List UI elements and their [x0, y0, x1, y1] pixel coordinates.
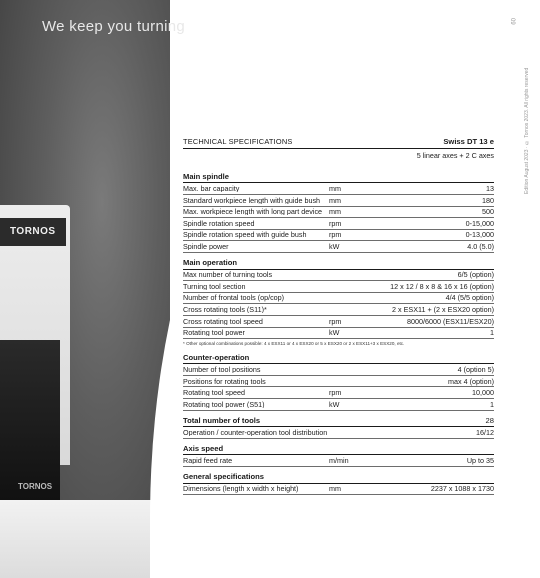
spec-row	[183, 316, 494, 328]
machine-brand-logo-small: TORNOS	[18, 482, 53, 491]
spec-row	[183, 387, 494, 399]
floor	[0, 500, 160, 578]
spec-row	[183, 241, 494, 253]
spec-value: 180	[482, 195, 494, 205]
spec-value: 12 x 12 / 8 x 8 & 16 x 16 (option)	[390, 281, 494, 291]
spec-unit: kW	[329, 399, 340, 409]
spec-row	[183, 195, 494, 207]
machine-brand-logo: TORNOS	[10, 226, 56, 237]
spec-label: Rotating tool power (S51)	[183, 400, 265, 408]
spec-label: Dimensions (length x width x height)	[183, 485, 299, 493]
spec-model: Swiss DT 13 e	[443, 137, 494, 146]
spec-label: Max. workpiece length with long part device	[183, 208, 323, 216]
spec-value: 4/4 (5/5 option)	[445, 293, 494, 303]
spec-value: 500	[482, 207, 494, 217]
spec-label: Spindle power	[183, 243, 229, 251]
spec-value: 1	[490, 399, 494, 409]
spec-title: TECHNICAL SPECIFICATIONS	[183, 137, 293, 147]
page-number: 09	[509, 18, 515, 25]
section-title: Main spindle	[183, 167, 494, 184]
spec-value: 13	[486, 184, 494, 194]
spec-unit: mm	[329, 484, 341, 494]
spec-label: Number of tool positions	[183, 365, 261, 374]
spec-label: Rotating tool power	[183, 329, 245, 337]
spec-row	[183, 230, 494, 242]
spec-label: Spindle rotation speed with guide bush	[183, 231, 307, 239]
spec-row	[183, 218, 494, 230]
machine-lower-body	[0, 340, 60, 500]
spec-row	[183, 364, 494, 376]
spec-row	[183, 399, 494, 411]
spec-sections	[183, 167, 494, 495]
section-title: Axis speed	[183, 439, 494, 456]
spec-label: Cross rotating tools (S11)*	[183, 306, 267, 314]
spec-label: Rapid feed rate	[183, 457, 233, 465]
slogan: We keep you turning	[42, 18, 186, 35]
section-title: Main operation	[183, 253, 494, 270]
spec-value: 4 (option 5)	[457, 364, 494, 374]
spec-unit: rpm	[329, 230, 342, 240]
section-title: General specifications	[183, 467, 494, 484]
spec-value: 0-15,000	[465, 218, 494, 228]
spec-value: 4.0 (5.0)	[467, 242, 494, 252]
spec-row	[183, 281, 494, 293]
spec-value: 6/5 (option)	[457, 270, 494, 280]
spec-row	[183, 304, 494, 316]
spec-unit: rpm	[329, 316, 342, 326]
spec-label: Number of frontal tools (op/cop)	[183, 294, 285, 302]
spec-label: Turning tool section	[183, 282, 246, 291]
spec-value: 1	[490, 328, 494, 338]
spec-value: 2237 x 1088 x 1730	[430, 484, 494, 494]
spec-label: Cross rotating tool speed	[183, 317, 263, 325]
spec-value: 0-13,000	[465, 230, 494, 240]
spec-label: Spindle rotation speed	[183, 219, 255, 228]
section-title: Counter-operation	[183, 348, 494, 365]
spec-value: max 4 (option)	[448, 376, 494, 386]
spec-label: Max. bar capacity	[183, 185, 240, 193]
spec-unit: rpm	[329, 388, 342, 398]
spec-row	[183, 427, 494, 439]
spec-row	[183, 455, 494, 467]
spec-value: Up to 35	[466, 456, 494, 466]
section-title-label: Total number of tools	[183, 415, 261, 425]
spec-label: Rotating tool speed	[183, 389, 245, 397]
technical-specifications	[183, 136, 494, 495]
section-title	[183, 411, 494, 428]
spec-unit: kW	[329, 242, 340, 252]
spec-unit: rpm	[329, 218, 342, 228]
spec-value: 2 x ESX11 + (2 x ESX20 option)	[392, 305, 494, 315]
section-title-value: 28	[485, 415, 494, 425]
spec-row	[183, 376, 494, 388]
spec-unit: mm	[329, 207, 341, 217]
spec-row	[183, 328, 494, 340]
spec-unit: m/min	[329, 456, 349, 466]
spec-unit: kW	[329, 328, 340, 338]
spec-row	[183, 293, 494, 305]
spec-row	[183, 207, 494, 219]
section-footnote: * Other optional combinations possible: 4 x ESX11 or 4 x ESX20 or 5 x ESX20 or 2 x ESX11+3 x ESX20, etc.	[183, 341, 405, 347]
spec-unit: mm	[329, 195, 341, 205]
spec-value: 10,000	[472, 388, 494, 398]
spec-unit: mm	[329, 184, 341, 194]
spec-label: Max number of turning tools	[183, 271, 273, 279]
spec-axes: 5 linear axes + 2 C axes	[416, 150, 494, 160]
spec-label: Positions for rotating tools	[183, 377, 266, 385]
spec-label: Operation / counter-operation tool distribution	[183, 428, 328, 437]
copyright-note: Edition August 2023 · © Tornos 2023. All rights reserved	[524, 67, 530, 194]
spec-value: 8000/6000 (ESX11/ESX20)	[407, 316, 494, 326]
spec-label: Standard workpiece length with guide bush	[183, 196, 321, 204]
spec-value: 16/12	[476, 427, 494, 437]
spec-row	[183, 183, 494, 195]
spec-header	[183, 138, 494, 149]
spec-row	[183, 484, 494, 496]
spec-row	[183, 270, 494, 282]
